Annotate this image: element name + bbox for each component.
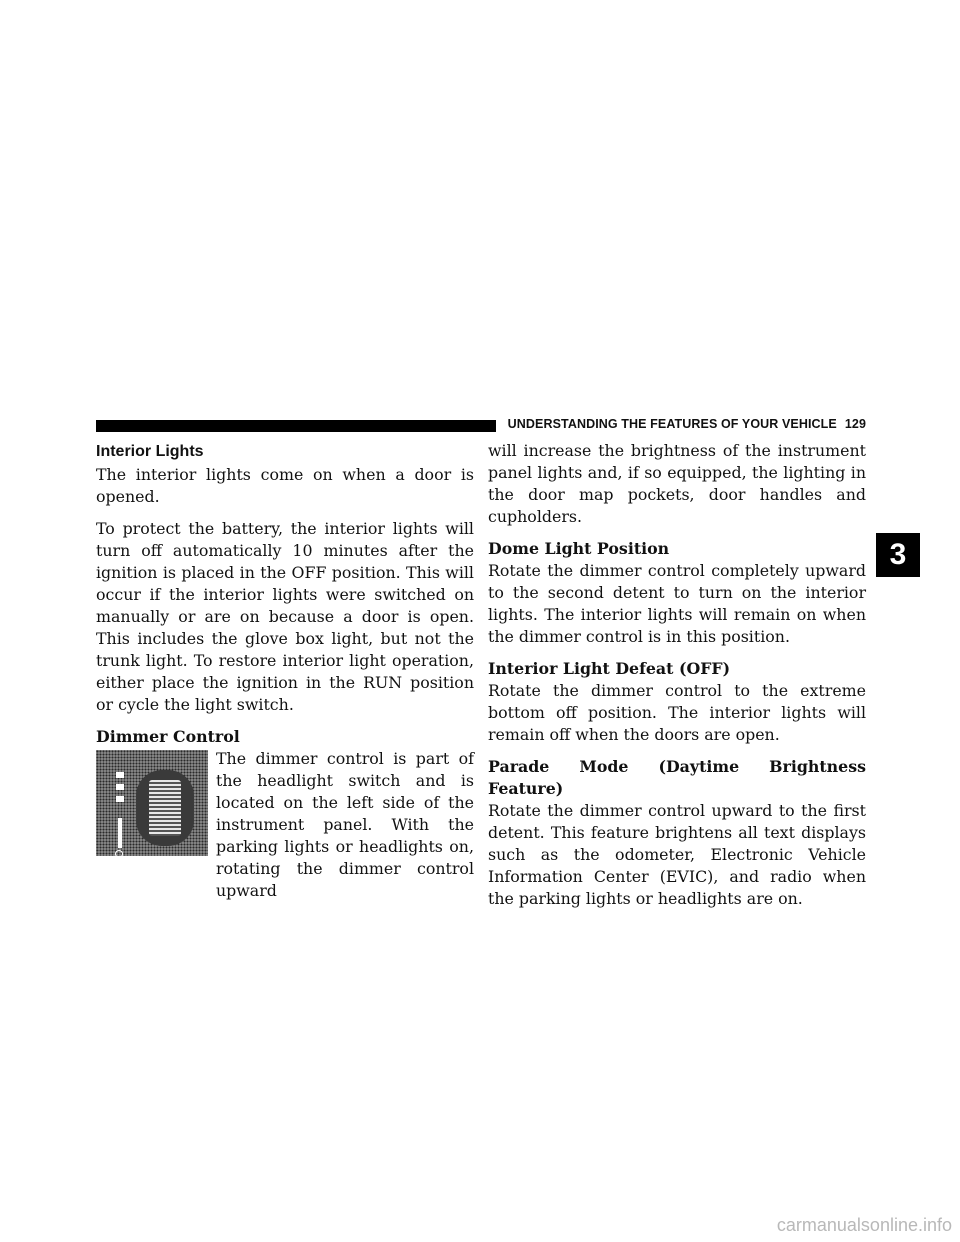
- left-column: [96, 440, 474, 900]
- dome-light-text: Rotate the dimmer control completely upward to the second detent to turn on the interior lights. The interior lights will remain on when the dimmer control is in this position.: [488, 561, 866, 646]
- watermark: carmanualsonline.info: [776, 1215, 952, 1235]
- parade-mode-heading: Parade Mode (Daytime Brightness Feature): [488, 757, 866, 798]
- dome-light-heading: Dome Light Position: [488, 539, 670, 558]
- light-defeat-text: Rotate the dimmer control to the extreme bottom off position. The interior lights will remain off when the doors are open.: [488, 681, 866, 744]
- dimmer-control-text: The dimmer control is part of the headlight switch and is located on the left side of the instrument panel. With the parking lights or headlights on, rotating the dimmer control upward: [216, 749, 474, 900]
- section-title: Interior Lights: [96, 443, 204, 460]
- running-header: [504, 417, 866, 431]
- chapter-tab: 3: [876, 533, 920, 577]
- paragraph-battery: To protect the battery, the interior lights will turn off automatically 10 minutes after the ignition is placed in the OFF position. This will occur if the interior lights were switched on manually or are on because a door is open. This includes the glove box light, but not the trunk light. To restore interior light operation, either place the ignition in the RUN position or cycle the light switch.: [96, 519, 474, 714]
- light-defeat-heading: Interior Light Defeat (OFF): [488, 659, 731, 678]
- dimmer-control-block: [96, 748, 474, 900]
- dimmer-switch-icon: [96, 750, 208, 856]
- paragraph-intro: The interior lights come on when a door is opened.: [96, 465, 474, 506]
- parade-mode-text: Rotate the dimmer control upward to the first detent. This feature brightens all text displays such as the odometer, Electronic Vehicle Information Center (EVIC), and radio when the parking lights or headlights are on.: [488, 801, 866, 908]
- header-rule: [96, 420, 496, 432]
- paragraph-continuation: will increase the brightness of the instrument panel lights and, if so equipped, the lighting in the door map pockets, door handles and cupholders.: [488, 441, 866, 526]
- page-number: 129: [844, 417, 866, 431]
- right-column: [488, 440, 866, 910]
- dimmer-control-heading: Dimmer Control: [96, 727, 240, 746]
- header-section-title: UNDERSTANDING THE FEATURES OF YOUR VEHICLE: [507, 417, 837, 431]
